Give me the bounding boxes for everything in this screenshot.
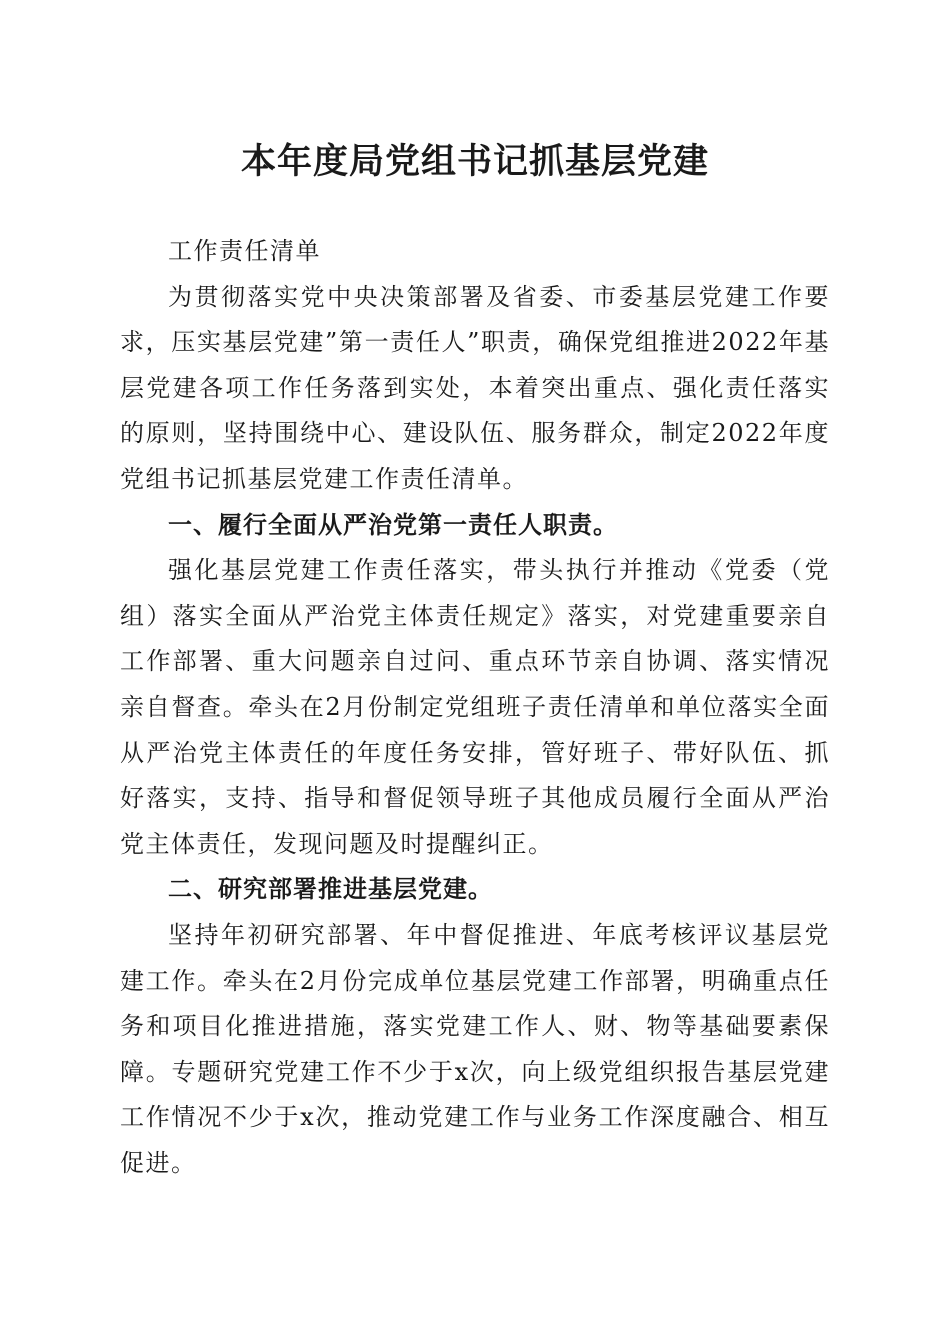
document-subtitle: 工作责任清单: [168, 237, 321, 265]
section-heading-2: 二、研究部署推进基层党建。: [168, 875, 493, 904]
document-body: [120, 229, 830, 1186]
document-title: 本年度局党组书记抓基层党建: [240, 141, 709, 182]
section-heading-1: 一、履行全面从严治党第一责任人职责。: [168, 510, 618, 539]
section-paragraph-1: 强化基层党建工作责任落实，带头执行并推动《党委（党组）落实全面从严治党主体责任规定》落实，对党建重要亲自工作部署、重大问题亲自过问、重点环节亲自协调、落实情况亲自督查。牵头在2月份制定党组班子责任清单和单位落实全面从严治党主体责任的年度任务安排，管好班子、带好队伍、抓好落实，支持、指导和督促领导班子其他成员履行全面从严治党主体责任，发现问题及时提醒纠正。: [120, 556, 830, 858]
section-paragraph-2: 坚持年初研究部署、年中督促推进、年底考核评议基层党建工作。牵头在2月份完成单位基层党建工作部署，明确重点任务和项目化推进措施，落实党建工作人、财、物等基础要素保障。专题研究党建工作不少于x次，向上级党组织报告基层党建工作情况不少于x次，推动党建工作与业务工作深度融合、相互促进。: [120, 920, 830, 1177]
intro-paragraph: 为贯彻落实党中央决策部署及省委、市委基层党建工作要求，压实基层党建”第一责任人”职责，确保党组推进2022年基层党建各项工作任务落到实处，本着突出重点、强化责任落实的原则，坚持围绕中心、建设队伍、服务群众，制定2022年度党组书记抓基层党建工作责任清单。: [120, 282, 830, 493]
